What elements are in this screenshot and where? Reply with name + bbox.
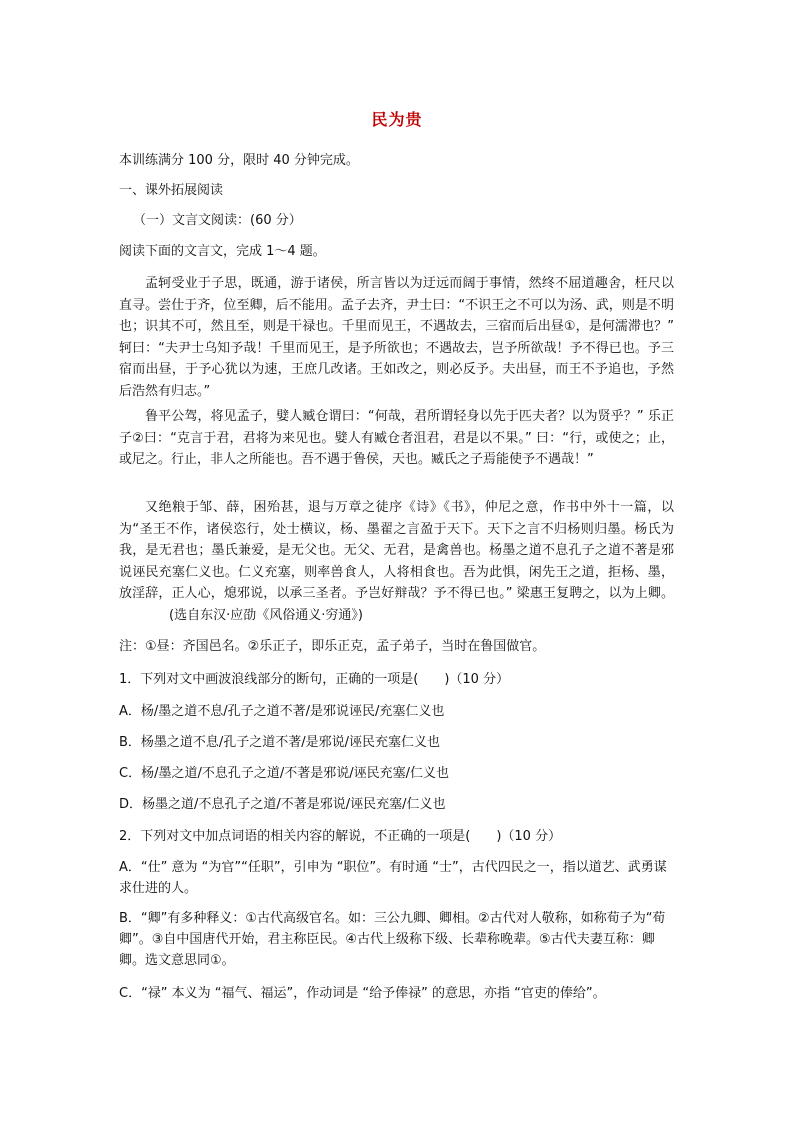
question-1-option-b: B．杨墨之道不息/孔子之道不著/是邪说/诬民充塞仁义也 <box>119 735 441 750</box>
question-1-option-c: C．杨/墨之道/不息孔子之道/不著是邪说/诬民充塞/仁义也 <box>119 766 449 781</box>
passage-source: (选自东汉·应劭《风俗通义·穷通》) <box>169 607 363 623</box>
page-title: 民为贵 <box>371 110 423 129</box>
passage-paragraph-1: 孟轲受业于子思，既通，游于诸侯，所言皆以为迂远而阔于事情，然终不屈道趣舍，枉尺以直寻。尝仕于齐，位至卿，后不能用。孟子去齐，尹士曰：“不识王之不可以为汤、武，则是不明也；识其不可，然且至，则是干禄也。千里而见王，不遇故去，三宿而后出昼①，是何濡滞也？” 轲曰：“夫尹士乌知予哉！千里而见王，是予所欲也；不遇故去，岂予所欲哉！予不得已也。予三宿而出昼，于予心犹以为速，王庶几改诸。王如改之，则必反予。夫出昼，而王不予追也，予然后浩然有归志。” <box>119 276 674 399</box>
section-heading: 一、课外拓展阅读 <box>119 183 224 198</box>
passage-paragraph-2: 鲁平公驾，将见孟子，嬖人臧仓谓曰：“何哉，君所谓轻身以先于匹夫者？以为贤乎？” 乐正子②曰：“克言于君，君将为来见也。嬖人有臧仓者沮君，君是以不果。” 曰：“行，或使之；止，或尼之。行止，非人之所能也。吾不遇于鲁侯，天也。臧氏之子焉能使予不遇哉！” <box>119 409 674 467</box>
question-1-stem: 1．下列对文中画波浪线部分的断句，正确的一项是( )（10 分） <box>119 672 510 687</box>
question-2-option-c: C．“禄” 本义为 “福气、福运”，作动词是 “给予俸禄” 的意思，亦指 “官吏的俸给”。 <box>119 986 606 1001</box>
question-1-option-d: D．杨墨之道/不息孔子之道/不著是邪说/诬民充塞/仁义也 <box>119 797 446 812</box>
subsection-heading: （一）文言文阅读：(60 分） <box>133 213 302 228</box>
intro-text: 本训练满分 100 分，限时 40 分钟完成。 <box>119 153 359 168</box>
question-2-option-b: B．“卿”有多种释义：①古代高级官名。如：三公九卿、卿相。②古代对人敬称，如称荀子为“荀卿”。③自中国唐代开始，君主称臣民。④古代上级称下级、长辈称晚辈。⑤古代夫妻互称：卿卿。选文意思同①。 <box>119 911 666 968</box>
footnote: 注：①昼：齐国邑名。②乐正子，即乐正克，孟子弟子，当时在鲁国做官。 <box>119 639 546 654</box>
question-2-stem: 2．下列对文中加点词语的相关内容的解说，不正确的一项是( )（10 分） <box>119 829 562 844</box>
instruction-text: 阅读下面的文言文，完成 1～4 题。 <box>119 244 326 259</box>
question-1-option-a: A．杨/墨之道不息/孔子之道不著/是邪说诬民/充塞仁义也 <box>119 704 445 719</box>
question-2-option-a: A．“仕” 意为 “为官”“任职”，引申为 “职位”。有时通 “士”，古代四民之一，指以道艺、武勇谋求仕进的人。 <box>119 860 667 896</box>
passage-paragraph-3 <box>119 497 674 627</box>
passage-paragraph-3-text: 又绝粮于邹、薛，困殆甚，退与万章之徒序《诗》《书》，仲尼之意，作书中外十一篇，以为“圣王不作，诸侯恣行，处士横议，杨、墨翟之言盈于天下。天下之言不归杨则归墨。杨氏为我，是无君也；墨氏兼爱，是无父也。无父、无君，是禽兽也。杨墨之道不息孔子之道不著是邪说诬民充塞仁义也。仁义充塞，则率兽食人，人将相食也。吾为此惧，闲先王之道，拒杨、墨，放淫辞，正人心，熄邪说，以承三圣者。予岂好辩哉？予不得已也。” 梁惠王复聘之，以为上卿。 <box>119 500 674 601</box>
